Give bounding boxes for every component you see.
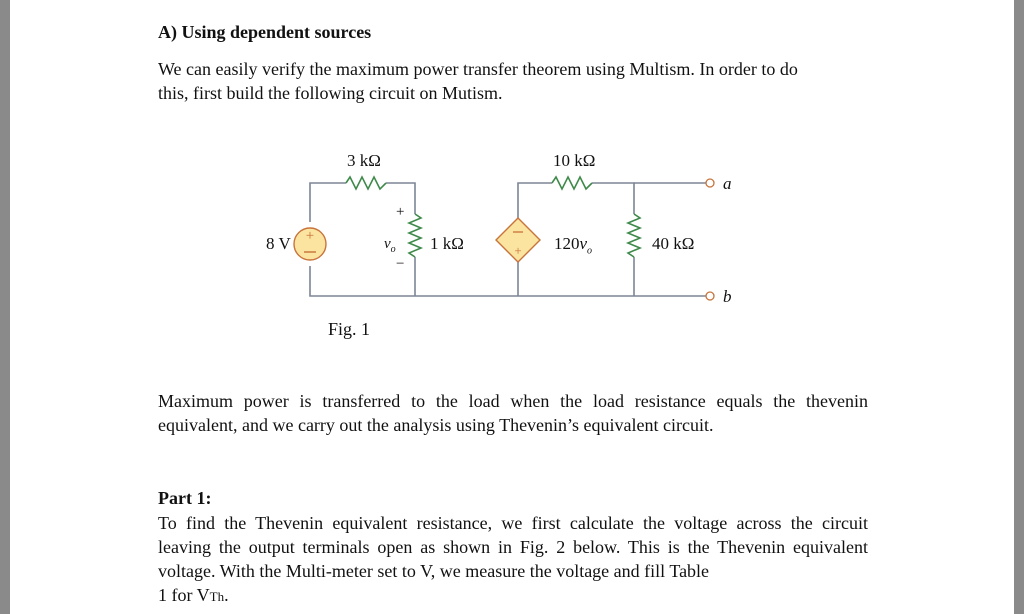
dependent-voltage-source-icon xyxy=(496,218,540,262)
svg-text:+: + xyxy=(514,243,522,258)
line4-suffix: . xyxy=(224,585,229,605)
vth-sub: Th xyxy=(209,589,225,604)
resistor-10k-label: 10 kΩ xyxy=(553,151,596,170)
paragraph2-line-1: Maximum power is transferred to the load when the load resistance equals the thevenin xyxy=(158,391,868,411)
vo-sub: o xyxy=(390,244,396,255)
figure-caption: Fig. 1 xyxy=(328,319,371,339)
right-margin-bar xyxy=(1014,0,1024,614)
intro-line-1: We can easily verify the maximum power transfer theorem using Multism. In order to do xyxy=(158,59,798,79)
source-voltage-label: 8 V xyxy=(266,234,291,253)
left-margin-bar xyxy=(0,0,10,614)
terminal-b-node xyxy=(706,292,714,300)
line4-prefix: 1 for V xyxy=(158,585,210,605)
part1-line-3: voltage. With the Multi-meter set to V, we measure the voltage and fill Table xyxy=(158,561,710,581)
resistor-40k-label: 40 kΩ xyxy=(652,234,695,253)
dep-var: v xyxy=(579,234,588,253)
intro-line-2: this, first build the following circuit on Mutism. xyxy=(158,83,503,103)
resistor-1k-label: 1 kΩ xyxy=(430,234,464,253)
section-heading: A) Using dependent sources xyxy=(158,22,372,42)
dependent-source-label xyxy=(554,232,592,262)
part1-line-2: leaving the output terminals open as shown in Fig. 2 below. This is the Thevenin equivalent xyxy=(158,537,868,557)
resistor-10k xyxy=(552,177,592,189)
part1-heading: Part 1: xyxy=(158,488,212,508)
paragraph2-line-2: equivalent, and we carry out the analysis using Thevenin’s equivalent circuit. xyxy=(158,415,714,435)
resistor-1k xyxy=(409,214,421,257)
terminal-a-node xyxy=(706,179,714,187)
part1-line-4 xyxy=(158,584,229,608)
vo-var: v xyxy=(384,236,391,252)
vo-plus-sign: + xyxy=(396,204,405,220)
resistor-40k xyxy=(628,214,640,257)
resistor-3k xyxy=(346,177,386,189)
dep-sub: o xyxy=(587,245,593,257)
svg-text:+: + xyxy=(305,228,315,244)
terminal-b-label: b xyxy=(723,287,732,306)
circuit-diagram xyxy=(10,0,1014,360)
resistor-3k-label: 3 kΩ xyxy=(347,151,381,170)
document-page xyxy=(10,0,1014,614)
part1-line-1: To find the Thevenin equivalent resistance, we first calculate the voltage across the circuit xyxy=(158,513,868,533)
vo-label xyxy=(384,233,396,261)
gain: 120 xyxy=(554,234,580,253)
terminal-a-label: a xyxy=(723,174,732,193)
voltage-source-icon xyxy=(294,228,326,260)
vo-minus-sign: − xyxy=(396,256,405,272)
